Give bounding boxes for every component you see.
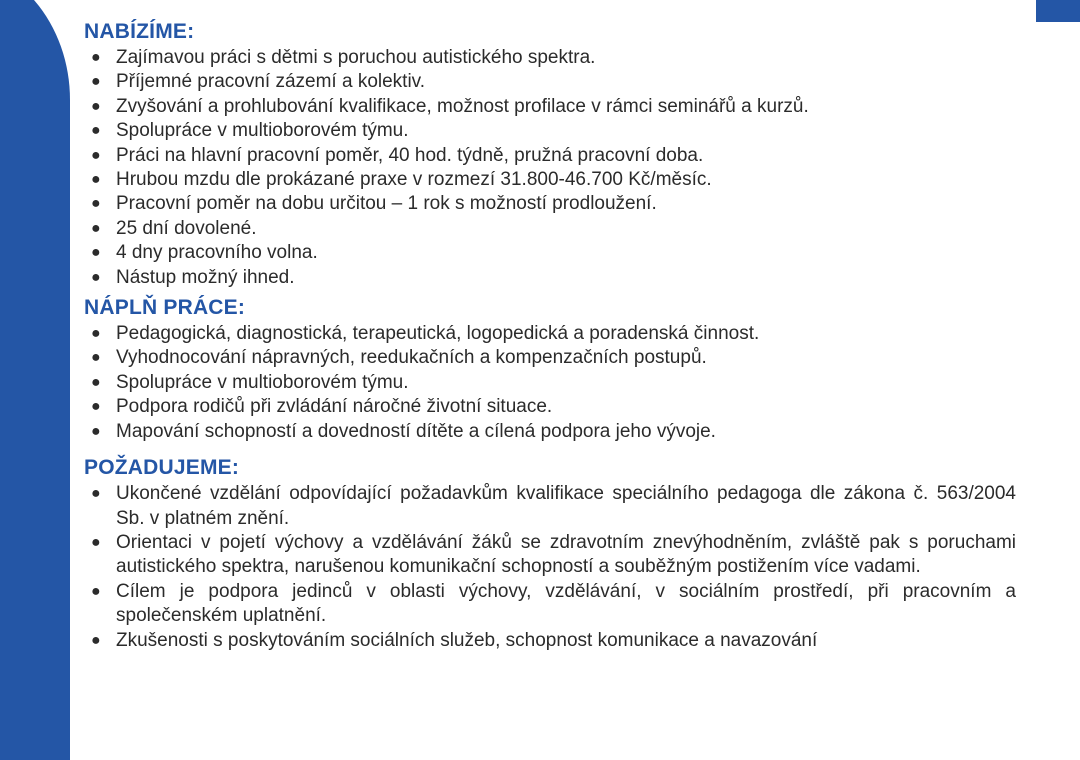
offer-list [84, 46, 1016, 290]
bullet-icon: ● [91, 244, 101, 262]
bullet-icon: ● [91, 73, 101, 91]
bullet-icon: ● [91, 49, 101, 66]
list-item: ● Cílem je podpora jedinců v oblasti výchovy, vzdělávání, v sociálním prostředí, při pracovním a společenském uplatnění. [91, 580, 1016, 627]
bullet-icon: ● [91, 533, 101, 551]
bullet-icon: ● [91, 195, 101, 213]
bullet-icon: ● [91, 349, 101, 367]
list-item: ● Pedagogická, diagnostická, terapeutická, logopedická a poradenská činnost. [84, 322, 1016, 346]
list-item: ● Příjemné pracovní zázemí a kolektiv. [84, 70, 1016, 94]
requirements-list [84, 482, 1016, 653]
list-item: ● Vyhodnocování nápravných, reedukačních a kompenzačních postupů. [84, 346, 1016, 370]
list-item: ● Zkušenosti s poskytováním sociálních služeb, schopnost komunikace a navazování [84, 629, 1016, 653]
list-item: ● Zvyšování a prohlubování kvalifikace, možnost profilace v rámci seminářů a kurzů. [84, 95, 1016, 119]
bullet-icon: ● [91, 122, 101, 140]
decorative-corner-right [1036, 0, 1080, 22]
bullet-icon: ● [91, 325, 101, 343]
list-item: ● 25 dní dovolené. [84, 217, 1016, 241]
section-title-offer: NABÍZÍME: [84, 20, 195, 43]
bullet-icon: ● [91, 422, 101, 440]
bullet-icon: ● [91, 373, 101, 391]
list-item: ● Hrubou mzdu dle prokázané praxe v rozmezí 31.800-46.700 Kč/měsíc. [84, 168, 1016, 192]
bullet-icon: ● [91, 268, 101, 286]
list-item: ● Spolupráce v multioborovém týmu. [84, 119, 1016, 143]
section-offer [84, 18, 1016, 290]
list-item: ● Podpora rodičů při zvládání náročné životní situace. [84, 395, 1016, 419]
list-item: ● Nástup možný ihned. [84, 266, 1016, 290]
job-description-list [84, 322, 1016, 444]
job-offer-document [84, 18, 1016, 653]
bullet-icon: ● [91, 398, 101, 416]
decorative-corner-left [0, 0, 70, 760]
section-title-requirements: POŽADUJEME: [84, 456, 240, 480]
bullet-icon: ● [91, 171, 101, 189]
bullet-icon: ● [91, 631, 101, 649]
list-item: ● Ukončené vzdělání odpovídající požadavkům kvalifikace speciálního pedagoga dle zákona č. 563/2004 Sb. v platném znění. [91, 483, 1016, 529]
list-item: ● 4 dny pracovního volna. [84, 241, 1016, 265]
bullet-icon: ● [91, 97, 101, 115]
bullet-icon: ● [91, 485, 101, 503]
section-job-description [84, 294, 1016, 444]
list-item: ● Práci na hlavní pracovní poměr, 40 hod. týdně, pružná pracovní doba. [84, 144, 1016, 168]
list-item: ● Pracovní poměr na dobu určitou – 1 rok s možností prodloužení. [84, 192, 1016, 216]
list-item: ● Orientaci v pojetí výchovy a vzdělávání žáků se zdravotním znevýhodněním, zvláště pak s poruchami autistického spektra, narušenou komunikační schopností a souběžným postižením více vadami. [91, 531, 1016, 578]
bullet-icon: ● [91, 582, 101, 600]
section-requirements [84, 454, 1016, 653]
bullet-icon: ● [91, 146, 101, 164]
section-title-job-description: NÁPLŇ PRÁCE: [84, 296, 246, 320]
list-item: ● Zajímavou práci s dětmi s poruchou autistického spektra. [84, 46, 1016, 70]
list-item: ● Spolupráce v multioborovém týmu. [84, 371, 1016, 395]
bullet-icon: ● [91, 219, 101, 237]
list-item: ● Mapování schopností a dovedností dítěte a cílená podpora jeho vývoje. [84, 420, 1016, 444]
